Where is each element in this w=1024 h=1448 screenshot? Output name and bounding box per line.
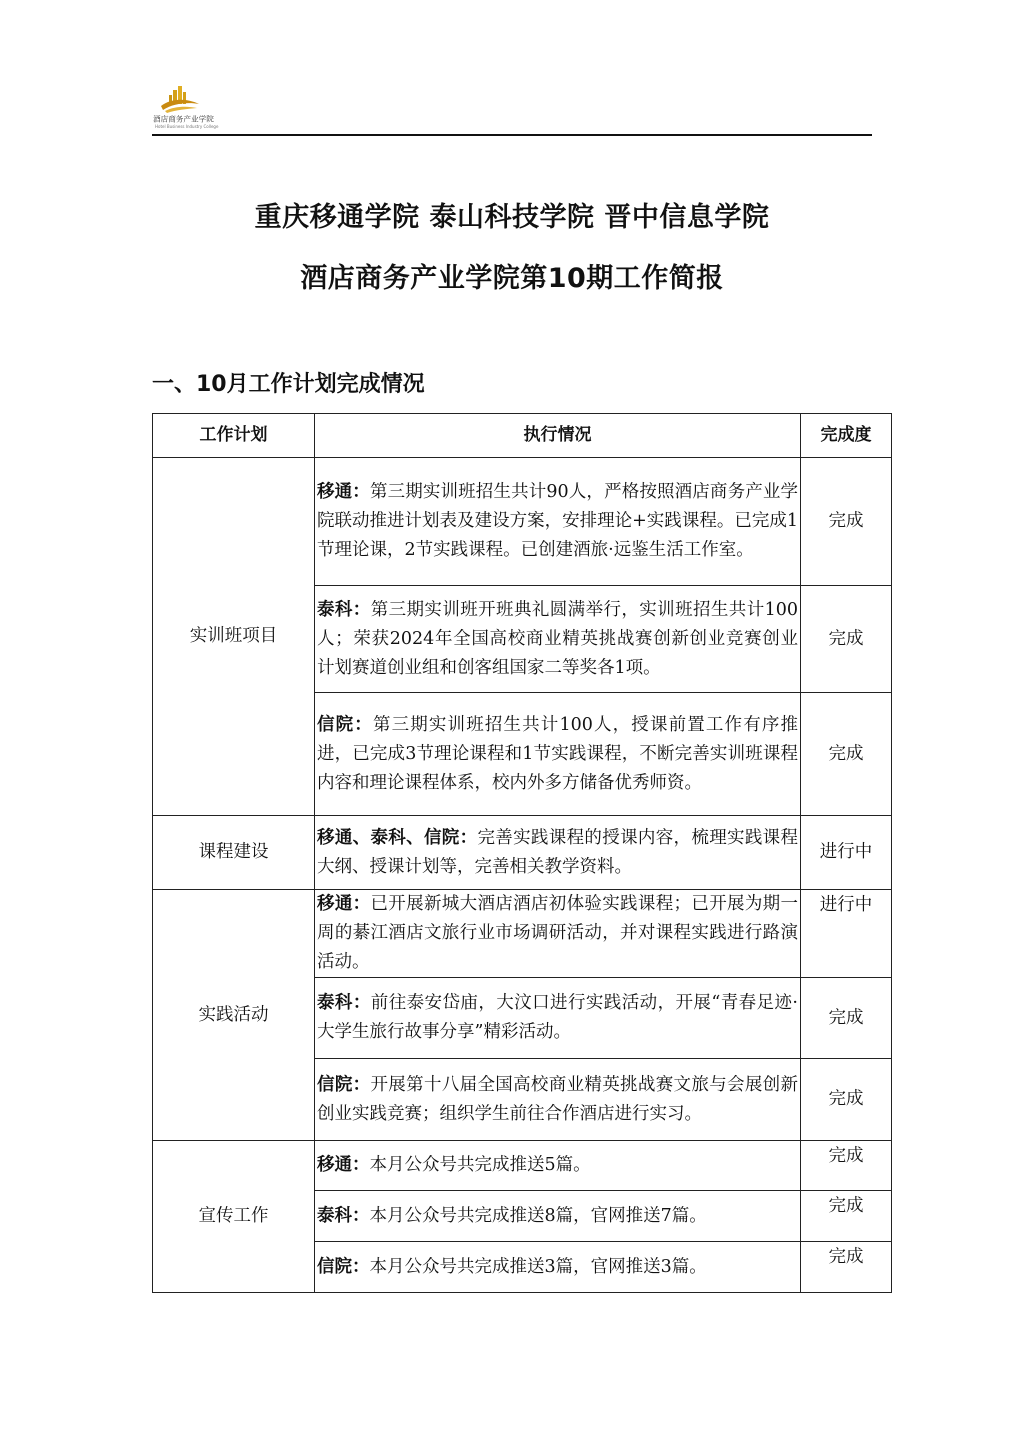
institution-label: 移通、泰科、信院：	[317, 827, 478, 848]
execution-text: 已开展新城大酒店酒店初体验实践课程；已开展为期一周的綦江酒店文旅行业市场调研活动，并对课程实践进行路演活动。	[317, 894, 799, 972]
execution-text: 第三期实训班招生共计90人，严格按照酒店商务产业学院联动推进计划表及建设方案，安排理论+实践课程。已完成1节理论课，2节实践课程。已创建酒旅·远鉴生活工作室。	[317, 482, 798, 560]
institution-label: 泰科：	[317, 993, 371, 1013]
document-title-line1: 重庆移通学院 泰山科技学院 晋中信息学院	[254, 202, 770, 233]
column-header-execution: 执行情况	[315, 414, 801, 458]
institution-label: 信院：	[317, 1256, 370, 1277]
logo-text: 酒店商务产业学院	[153, 114, 214, 124]
execution-text: 前往泰安岱庙，大汶口进行实践活动，开展“青春足迹·大学生旅行故事分享”精彩活动。	[317, 993, 798, 1042]
work-plan-table	[152, 413, 892, 1293]
execution-cell	[315, 1242, 801, 1293]
execution-text: 开展第十八届全国高校商业精英挑战赛文旅与会展创新创业实践竞赛；组织学生前往合作酒店进行实习。	[317, 1074, 799, 1124]
status-cell: 完成	[801, 693, 892, 816]
status-cell: 进行中	[801, 816, 892, 890]
status-cell: 进行中	[801, 890, 892, 978]
column-header-plan: 工作计划	[153, 414, 315, 458]
logo-subtext: Hotel Business Industry College	[155, 124, 219, 129]
table-row	[153, 1141, 892, 1191]
plan-cell: 课程建设	[153, 816, 315, 890]
status-cell: 完成	[801, 1141, 892, 1191]
plan-cell: 实训班项目	[153, 458, 315, 816]
execution-cell	[315, 693, 801, 816]
column-header-completion: 完成度	[801, 414, 892, 458]
status-cell: 完成	[801, 978, 892, 1059]
plan-cell: 宣传工作	[153, 1141, 315, 1293]
execution-text: 本月公众号共完成推送8篇，官网推送7篇。	[369, 1205, 707, 1226]
execution-cell	[315, 458, 801, 586]
execution-cell	[315, 1141, 801, 1191]
execution-cell	[315, 1059, 801, 1141]
institution-label: 信院：	[317, 714, 373, 735]
document-title-line2: 酒店商务产业学院第10期工作简报	[300, 263, 724, 294]
table-row	[153, 816, 892, 890]
status-cell: 完成	[801, 1191, 892, 1242]
status-cell: 完成	[801, 1242, 892, 1293]
college-logo	[153, 84, 225, 130]
status-cell: 完成	[801, 1059, 892, 1141]
institution-label: 移通：	[317, 482, 370, 502]
logo-mark-icon	[153, 84, 203, 114]
status-cell: 完成	[801, 586, 892, 693]
section-heading: 一、10月工作计划完成情况	[152, 372, 425, 397]
execution-text: 第三期实训班招生共计100人，授课前置工作有序推进，已完成3节理论课程和1节实践课程，不断完善实训班课程内容和理论课程体系，校内外多方储备优秀师资。	[317, 714, 798, 793]
plan-cell: 实践活动	[153, 890, 315, 1141]
institution-label: 泰科：	[317, 599, 371, 620]
execution-text: 本月公众号共完成推送5篇。	[369, 1155, 591, 1175]
execution-cell	[315, 890, 801, 978]
execution-cell	[315, 978, 801, 1059]
table-row	[153, 890, 892, 978]
table-row	[153, 458, 892, 586]
execution-cell	[315, 1191, 801, 1242]
institution-label: 泰科：	[317, 1205, 370, 1226]
status-cell: 完成	[801, 458, 892, 586]
header-rule	[152, 134, 872, 136]
execution-text: 第三期实训班开班典礼圆满举行，实训班招生共计100人；荣获2024年全国高校商业精英挑战赛创新创业竞赛创业计划赛道创业组和创客组国家二等奖各1项。	[317, 599, 799, 678]
execution-text: 完善实践课程的授课内容，梳理实践课程大纲、授课计划等，完善相关教学资料。	[317, 827, 799, 877]
execution-text: 本月公众号共完成推送3篇，官网推送3篇。	[369, 1256, 707, 1277]
institution-label: 信院：	[317, 1074, 371, 1095]
institution-label: 移通：	[317, 1155, 370, 1175]
institution-label: 移通：	[317, 894, 371, 914]
table-header-row	[153, 414, 892, 458]
execution-cell	[315, 816, 801, 890]
execution-cell	[315, 586, 801, 693]
